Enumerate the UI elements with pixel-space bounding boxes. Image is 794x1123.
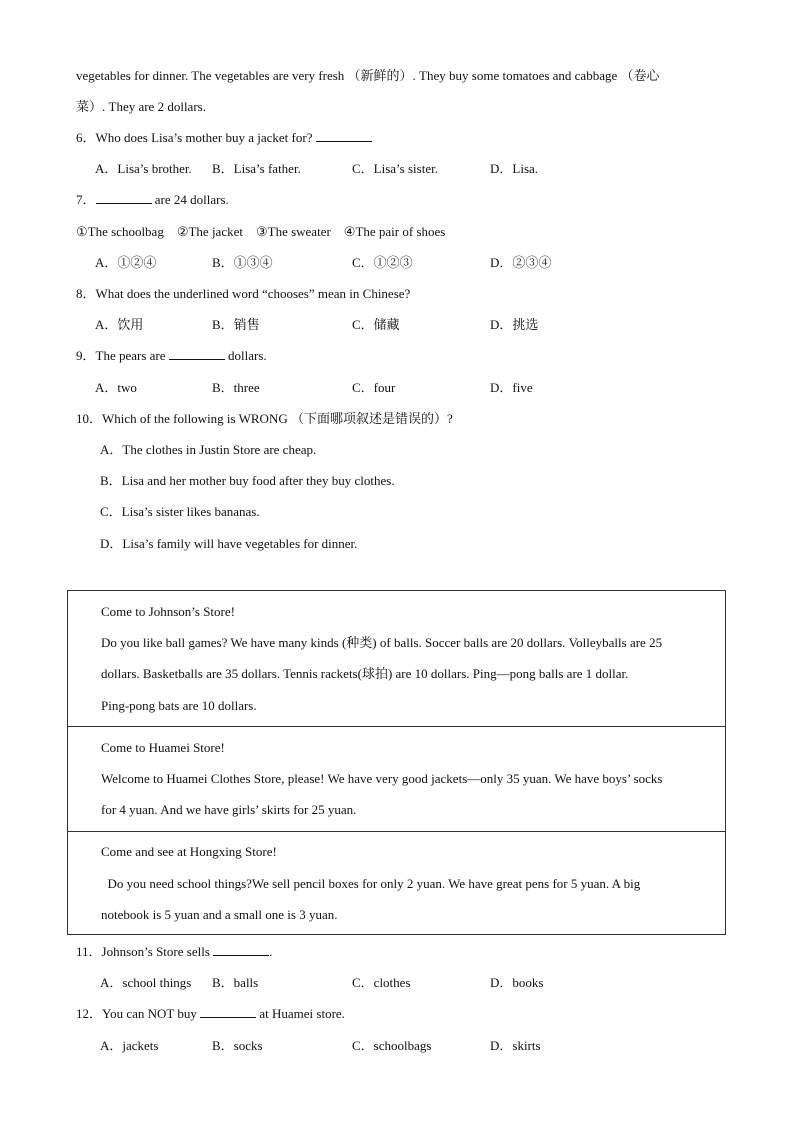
question-stem: What does the underlined word “chooses” mean in Chinese? [95, 286, 411, 301]
ad-text: Ping-pong bats are 10 dollars. [101, 698, 257, 713]
answer-blank [200, 1005, 256, 1018]
option-b[interactable]: B．socks [212, 1038, 263, 1053]
answer-blank [169, 347, 225, 360]
question-stem: The pears are [95, 348, 169, 363]
question-number: 6． [76, 130, 96, 145]
option-b[interactable]: B．balls [212, 975, 259, 990]
ad-text: Welcome to Huamei Clothes Store, please! We have very good jackets—only 35 yuan. We have boys’ socks [101, 771, 663, 786]
question-stem: Who does Lisa’s mother buy a jacket for? [95, 130, 316, 145]
option-a[interactable]: A．school things [100, 975, 192, 990]
question-6 [76, 129, 372, 147]
answer-blank [213, 943, 269, 956]
question-number: 7． [76, 192, 96, 207]
passage-line: vegetables for dinner. The vegetables are very fresh （新鲜的）. They buy some tomatoes and cabbage （卷心 [76, 68, 660, 83]
question-number: 9． [76, 348, 96, 363]
option-a[interactable]: A．two [95, 380, 137, 395]
option-a[interactable]: A．Lisa’s brother. [95, 161, 192, 176]
ad-divider [68, 831, 725, 832]
question-7 [76, 191, 229, 209]
question-9 [76, 347, 267, 365]
answer-blank [316, 129, 372, 142]
option-b[interactable]: B．销售 [212, 317, 260, 332]
option-a[interactable]: A．饮用 [95, 317, 144, 332]
option-a[interactable]: A．The clothes in Justin Store are cheap. [100, 442, 317, 457]
answer-blank [96, 191, 152, 204]
ad-text: Do you like ball games? We have many kinds (种类) of balls. Soccer balls are 20 dollars. Volleyballs are 25 [101, 635, 663, 650]
question-12 [76, 1005, 345, 1023]
ad-text: for 4 yuan. And we have girls’ skirts for 25 yuan. [101, 802, 357, 817]
option-d[interactable]: D．books [490, 975, 544, 990]
option-d[interactable]: D．挑选 [490, 317, 539, 332]
question-8 [76, 285, 410, 303]
question-stem-end: dollars. [224, 348, 267, 363]
option-b[interactable]: B．three [212, 380, 260, 395]
ad-text: Do you need school things?We sell pencil boxes for only 2 yuan. We have great pens for 5 yuan. A big [101, 876, 641, 891]
option-a[interactable]: A．jackets [100, 1038, 159, 1053]
option-d[interactable]: D．②③④ [490, 255, 552, 270]
ad-title-huamei: Come to Huamei Store! [101, 740, 225, 755]
question-stem: Which of the following is WRONG （下面哪项叙述是错误的）? [102, 411, 453, 426]
option-d[interactable]: D．skirts [490, 1038, 541, 1053]
question-number: 8． [76, 286, 96, 301]
option-a[interactable]: A．①②④ [95, 255, 157, 270]
question-stem-end: at Huamei store. [256, 1006, 345, 1021]
ad-title-johnson: Come to Johnson’s Store! [101, 604, 235, 619]
question-stem-end: . [269, 944, 273, 959]
question-11 [76, 943, 272, 961]
ad-text: dollars. Basketballs are 35 dollars. Tennis rackets(球拍) are 10 dollars. Ping—pong balls are 1 dollar. [101, 666, 629, 681]
ad-title-hongxing: Come and see at Hongxing Store! [101, 844, 277, 859]
store-ads-table [67, 590, 726, 935]
option-b[interactable]: B．①③④ [212, 255, 273, 270]
option-d[interactable]: D．five [490, 380, 533, 395]
option-c[interactable]: C．Lisa’s sister. [352, 161, 438, 176]
option-d[interactable]: D．Lisa. [490, 161, 539, 176]
option-c[interactable]: C．储藏 [352, 317, 400, 332]
question-items: ①The schoolbag ②The jacket ③The sweater ④The pair of shoes [76, 224, 446, 239]
option-c[interactable]: C．schoolbags [352, 1038, 432, 1053]
question-stem: You can NOT buy [102, 1006, 201, 1021]
ad-divider [68, 726, 725, 727]
question-stem: Johnson’s Store sells [101, 944, 214, 959]
question-number: 10． [76, 411, 103, 426]
option-c[interactable]: C．clothes [352, 975, 411, 990]
option-b[interactable]: B．Lisa’s father. [212, 161, 301, 176]
option-c[interactable]: C．①②③ [352, 255, 413, 270]
question-number: 12． [76, 1006, 103, 1021]
option-b[interactable]: B．Lisa and her mother buy food after they buy clothes. [100, 473, 395, 488]
question-stem: are 24 dollars. [151, 192, 229, 207]
passage-line: 菜）. They are 2 dollars. [76, 99, 206, 114]
option-c[interactable]: C．four [352, 380, 396, 395]
question-number: 11． [76, 944, 102, 959]
option-c[interactable]: C．Lisa’s sister likes bananas. [100, 504, 260, 519]
question-10 [76, 410, 453, 428]
option-d[interactable]: D．Lisa’s family will have vegetables for dinner. [100, 536, 358, 551]
ad-text: notebook is 5 yuan and a small one is 3 yuan. [101, 907, 338, 922]
